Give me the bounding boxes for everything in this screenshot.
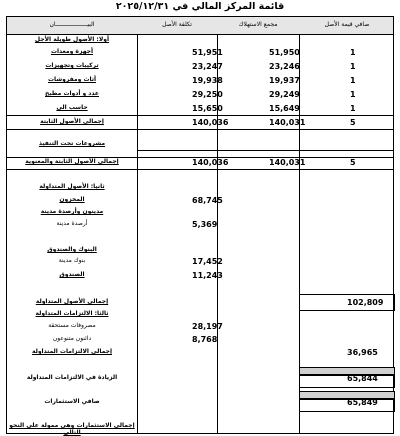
dep-value: 19,937 — [269, 76, 300, 85]
net-value: 1 — [350, 104, 356, 113]
net-value: 1 — [350, 48, 356, 57]
row-divider — [7, 169, 393, 170]
table-row — [7, 90, 393, 104]
cost-value: 15,650 — [192, 104, 223, 113]
row-label: إجمالي الأصول الثابتة — [40, 118, 104, 125]
row-label: دائنون متنوعون — [52, 335, 92, 342]
row-label: مدينون وأرصدة مدينة — [40, 208, 104, 215]
row-label: حاسب الي — [56, 104, 88, 111]
dep-value: 23,246 — [269, 62, 300, 71]
row-label: بنوك مدينة — [58, 257, 86, 264]
table-row — [7, 62, 393, 76]
table-row — [7, 322, 393, 336]
section-heading: البنوك والصندوق — [47, 246, 97, 253]
cost-value: 68,745 — [192, 196, 223, 205]
row-label: مصروفات مستحقة — [48, 322, 96, 329]
row-label: الصندوق — [59, 271, 85, 278]
total-row — [7, 348, 393, 362]
row-label: تركيبات وتجهيزات — [45, 62, 99, 69]
row-label: عدد و أدوات مطبخ — [45, 90, 99, 97]
cost-value: 51,951 — [192, 48, 223, 57]
section-heading: أولا: الأصول طويلة الأجل — [34, 36, 110, 43]
total-row — [7, 374, 393, 388]
table-row — [7, 48, 393, 62]
table-row — [7, 271, 393, 285]
row-divider — [7, 115, 393, 116]
dep-value: 15,649 — [269, 104, 300, 113]
table-row — [7, 140, 393, 154]
cost-value: 5,369 — [192, 220, 218, 229]
cost-value: 11,243 — [192, 271, 223, 280]
net-value: 102,809 — [347, 298, 384, 307]
net-value: 1 — [350, 76, 356, 85]
net-value: 1 — [350, 90, 356, 99]
cost-value: 8,768 — [192, 335, 218, 344]
table-row — [7, 335, 393, 349]
header-description: البيــــــــــــــــــان — [49, 21, 95, 28]
table-row — [7, 220, 393, 234]
balance-sheet-table — [6, 16, 394, 434]
cost-value: 28,197 — [192, 322, 223, 331]
net-value: 5 — [350, 158, 356, 167]
row-label: إجمالي الالتزامات المتداولة — [31, 348, 113, 355]
dep-value: 140,031 — [269, 118, 306, 127]
row-label: صافي الاستثمارات — [44, 398, 100, 405]
cost-value: 23,247 — [192, 62, 223, 71]
row-label: إجمالي الأصول المتداولة — [35, 298, 109, 305]
footer-row — [7, 422, 393, 436]
total-row — [7, 398, 393, 412]
footer-label: إجمالي الاستثمارات وهي ممولة على النحو التالي — [9, 422, 135, 436]
dep-value: 51,950 — [269, 48, 300, 57]
dep-value: 140,031 — [269, 158, 306, 167]
net-value: 5 — [350, 118, 356, 127]
cost-value: 140,036 — [192, 118, 229, 127]
table-row — [7, 257, 393, 271]
net-value: 65,849 — [347, 398, 378, 407]
row-divider — [7, 129, 393, 130]
table-row — [7, 76, 393, 90]
dep-value: 29,249 — [269, 90, 300, 99]
row-label: المخزون — [59, 196, 85, 203]
section-heading: ثالثا: الالتزامات المتداولة — [35, 310, 109, 317]
row-label: إجمالي الأصول الثابتة والمعنوية — [25, 158, 119, 165]
report-title: قائمة المركز المالي في ٢٠٢٥/١٢/٣١ — [115, 1, 285, 12]
section-heading: ثانيا: الأصول المتداولة — [39, 183, 105, 190]
row-label: الزيادة في الالتزامات المتداولة — [26, 374, 118, 381]
cost-value: 17,452 — [192, 257, 223, 266]
cost-value: 29,250 — [192, 90, 223, 99]
header-depreciation: مجمع الاستهلاك — [238, 21, 278, 28]
row-label: أثاث ومفروشات — [47, 76, 97, 83]
table-header — [7, 17, 393, 35]
net-value: 65,844 — [347, 374, 378, 383]
row-label: أرصدة مدينة — [56, 220, 88, 227]
cost-value: 140,036 — [192, 158, 229, 167]
header-net: صافي قيمة الأصل — [324, 21, 370, 28]
net-value: 1 — [350, 62, 356, 71]
row-label: أجهزة ومعدات — [50, 48, 94, 55]
cost-value: 19,938 — [192, 76, 223, 85]
header-cost: تكلفة الأصل — [162, 21, 192, 28]
section-heading-row — [7, 183, 393, 197]
net-value: 36,965 — [347, 348, 378, 357]
row-label: مشروعات تحت التنفيذ — [38, 140, 106, 147]
row-divider — [137, 150, 393, 151]
